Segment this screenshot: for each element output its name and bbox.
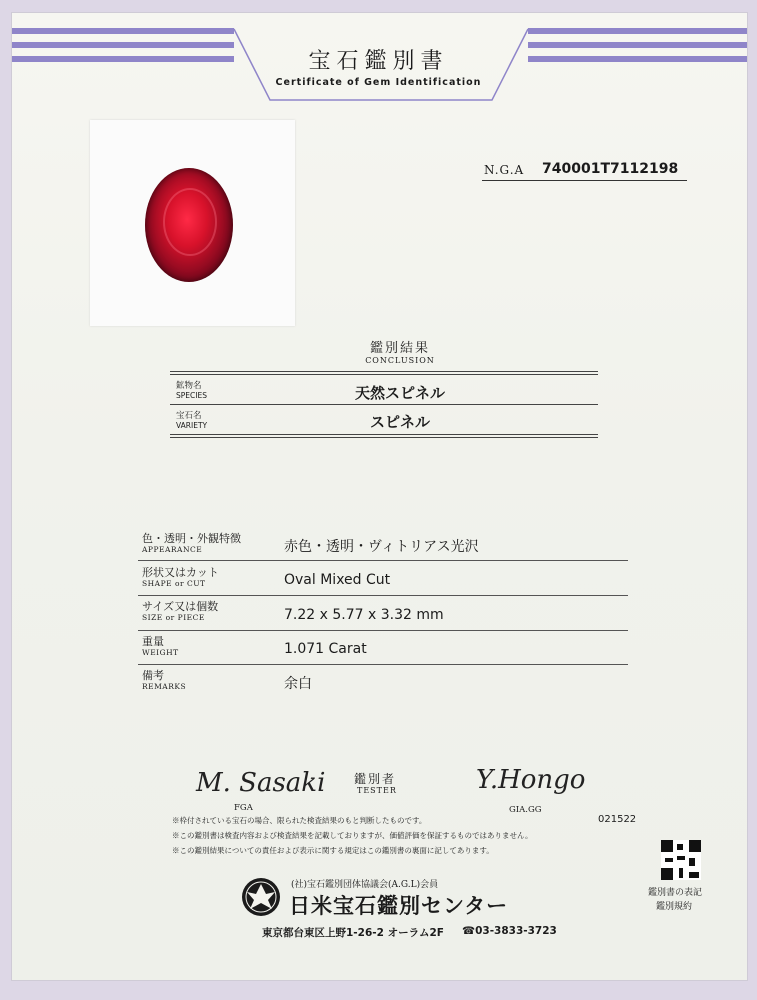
remarks-value: 余白 — [284, 676, 312, 692]
cert-number-value: 740001T7112198 — [542, 161, 679, 177]
note-1: ※枠付されている宝石の場合、限られた検査結果のもと判断したものです。 — [172, 816, 427, 825]
organization-address: 東京都台東区上野1-26-2 オーラム2F — [262, 927, 444, 939]
weight-label-jp: 重量 — [142, 635, 164, 648]
appearance-label-en: APPEARANCE — [142, 545, 203, 554]
certificate-title: 宝石鑑別書 — [308, 49, 449, 74]
qr-caption-2: 鑑別規約 — [656, 902, 693, 912]
size-label-jp: サイズ又は個数 — [142, 600, 219, 613]
association-member: (社)宝石鑑別団体協議会(A.G.L)会員 — [291, 880, 439, 890]
organization-phone: ☎03-3833-3723 — [462, 925, 557, 937]
note-2: ※この鑑別書は検査内容および検査結果を記載しておりますが、価値評価を保証するものではありません。 — [172, 831, 533, 840]
note-3: ※この鑑別結果についての責任および表示に関する規定はこの鑑別書の裏面に記してあります。 — [172, 846, 494, 855]
variety-value: スピネル — [369, 413, 430, 431]
tester-label-jp: 鑑別者 — [354, 772, 397, 786]
shape-label-jp: 形状又はカット — [142, 566, 219, 579]
right-signer-title: GIA.GG — [509, 805, 542, 815]
gem-photo — [90, 120, 295, 326]
conclusion-bottom-rule-2 — [170, 437, 598, 438]
size-label-en: SIZE or PIECE — [142, 613, 205, 622]
right-signature: Y.Hongo — [476, 765, 586, 795]
shape-value: Oval Mixed Cut — [284, 572, 391, 588]
species-label-en: SPECIES — [176, 391, 207, 400]
row-rule-4 — [138, 664, 628, 665]
conclusion-subtitle: CONCLUSION — [365, 356, 435, 365]
appearance-value: 赤色・透明・ヴィトリアス光沢 — [284, 539, 479, 555]
shape-label-en: SHAPE or CUT — [142, 579, 206, 588]
tester-label-en: TESTER — [357, 786, 397, 795]
conclusion-title: 鑑別結果 — [369, 341, 430, 356]
conclusion-mid-rule — [170, 404, 598, 405]
row-rule-3 — [138, 630, 628, 631]
appearance-label-jp: 色・透明・外観特徴 — [142, 532, 241, 545]
left-signer-title: FGA — [234, 803, 253, 813]
remarks-label-jp: 備考 — [142, 669, 164, 682]
qr-caption-1: 鑑別書の表記 — [648, 888, 703, 898]
remarks-label-en: REMARKS — [142, 682, 187, 691]
conclusion-top-rule — [170, 371, 598, 372]
certificate-subtitle: Certificate of Gem Identification — [275, 77, 482, 88]
gem-image — [145, 168, 233, 282]
species-value: 天然スピネル — [354, 384, 445, 402]
weight-value: 1.071 Carat — [284, 641, 367, 657]
size-value: 7.22 x 5.77 x 3.32 mm — [284, 607, 444, 623]
row-rule-1 — [138, 560, 628, 561]
qr-code[interactable] — [661, 840, 701, 880]
left-signature: M. Sasaki — [196, 768, 326, 798]
organization-name: 日米宝石鑑別センター — [289, 894, 509, 918]
certificate-number — [482, 160, 687, 181]
variety-label-jp: 宝石名 — [176, 411, 202, 421]
certificate-code: 021522 — [598, 814, 637, 825]
species-label-jp: 鉱物名 — [176, 381, 202, 391]
conclusion-bottom-rule — [170, 434, 598, 435]
row-rule-2 — [138, 595, 628, 596]
eagle-emblem-icon — [240, 876, 282, 918]
cert-label: N.G.A — [484, 163, 525, 177]
conclusion-top-rule-2 — [170, 374, 598, 375]
weight-label-en: WEIGHT — [142, 648, 179, 657]
variety-label-en: VARIETY — [176, 421, 208, 430]
